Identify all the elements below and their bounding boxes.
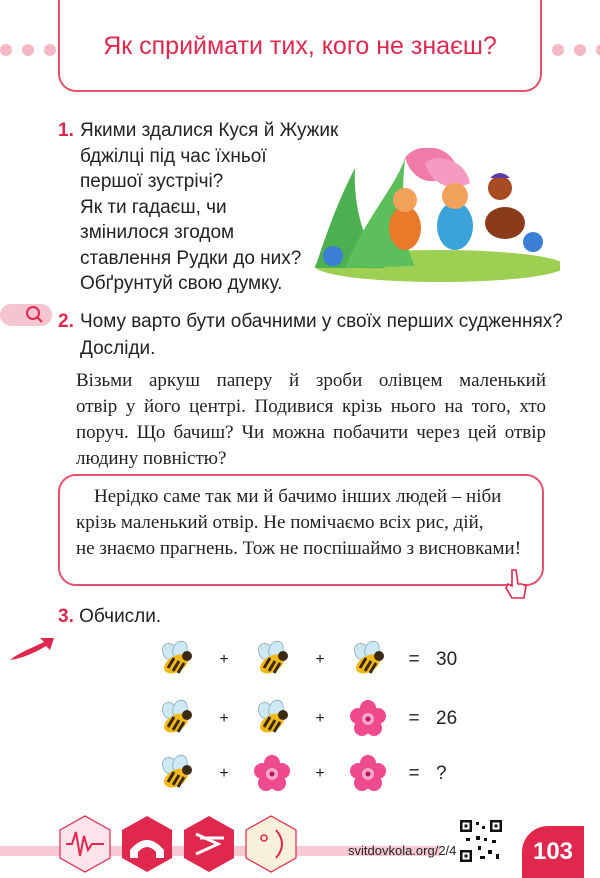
flower-icon (348, 754, 388, 794)
note-line: не знаємо прагнень. Тож не поспішаймо з висновками! (76, 538, 522, 559)
plus-sign: + (219, 710, 229, 727)
question-1-line: першої зустрічі? (80, 171, 224, 192)
equals-sign: = (408, 763, 420, 784)
plus-sign: + (315, 710, 325, 727)
question-1-line: бджілці під час їхньої (80, 145, 267, 167)
title-box (58, 0, 542, 92)
bee-icon (348, 640, 388, 680)
question-1-line: змінилося згодом (80, 222, 235, 243)
bee-icon (252, 640, 292, 680)
insects-illustration (305, 148, 560, 288)
equals-sign: = (408, 708, 420, 729)
flower-icon (348, 699, 388, 739)
magnifier-icon (0, 300, 52, 330)
question-3 (58, 606, 161, 628)
question-1-line: Як ти гадаєш, чи (80, 196, 227, 218)
plus-sign: + (315, 651, 325, 668)
plus-sign: + (219, 765, 229, 782)
right-dots (552, 44, 600, 56)
paragraph-line: отвір у його центрі. Подивися крізь нього на того, хто (76, 396, 546, 417)
paragraph-line: людину повністю? (76, 448, 227, 469)
footer-band (0, 800, 600, 878)
question-2 (58, 308, 578, 362)
qr-code-icon[interactable] (458, 818, 504, 864)
question-1 (58, 118, 339, 297)
bee-icon (252, 699, 292, 739)
paragraph-line: Візьми аркуш паперу й зроби олівцем маленький (76, 370, 546, 391)
question-1-line: Якими здалися Куся й Жужик (80, 120, 339, 141)
bee-icon (156, 754, 196, 794)
pointing-hand-icon (500, 566, 530, 602)
puzzle-row-1 (156, 640, 457, 680)
plus-sign: + (315, 765, 325, 782)
note-line: Нерідко саме так ми й бачимо інших людей – ніби (94, 486, 502, 507)
puzzle-result: 26 (436, 708, 458, 729)
question-1-number: 1. (58, 120, 74, 141)
page-title: Як сприймати тих, кого не знаєш? (103, 32, 497, 60)
note-line: крізь маленький отвір. Не помічаємо всіх рис, дій, (76, 512, 484, 533)
puzzle-result: ? (436, 763, 447, 784)
equals-sign: = (408, 649, 420, 670)
question-2-line: Чому варто бути обачними у своїх перших судженнях? (80, 311, 563, 332)
page-number: 103 (522, 826, 584, 878)
experiment-paragraph (76, 368, 546, 472)
website-link[interactable]: svitdovkola.org/2/4 (348, 843, 457, 858)
arrow-icon (6, 634, 56, 664)
paragraph-line: поруч. Що бачиш? Чи можна побачити через цей отвір (76, 422, 546, 443)
question-2-number: 2. (58, 311, 74, 332)
bee-icon (156, 699, 196, 739)
flower-icon (252, 754, 292, 794)
bee-icon (156, 640, 196, 680)
puzzle-result: 30 (436, 649, 458, 670)
question-3-text: Обчисли. (79, 606, 162, 627)
plus-sign: + (219, 651, 229, 668)
puzzle-row-2 (156, 699, 457, 739)
note-box (58, 474, 544, 586)
question-1-line: Обґрунтуй свою думку. (80, 273, 283, 294)
question-2-line: Досліди. (80, 338, 156, 359)
question-1-line: ставлення Рудки до них? (80, 247, 302, 269)
puzzle-row-3 (156, 754, 447, 794)
question-3-number: 3. (58, 606, 74, 627)
